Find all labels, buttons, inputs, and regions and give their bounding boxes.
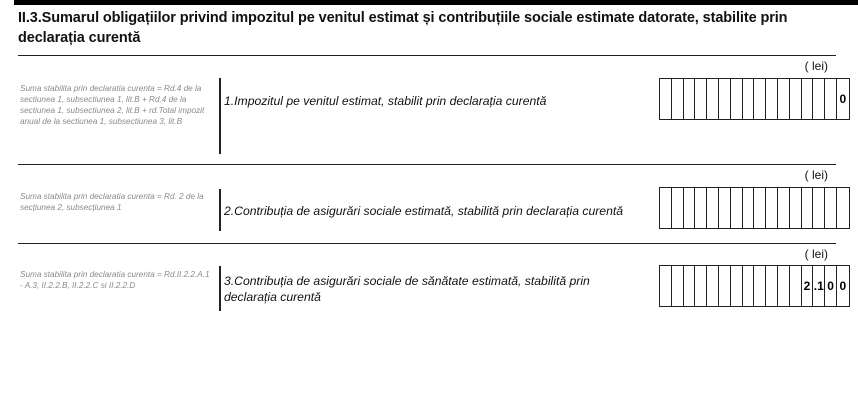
digit-cell[interactable] — [660, 266, 672, 306]
digit-cell[interactable] — [695, 79, 707, 119]
digit-cell[interactable] — [778, 79, 790, 119]
unit-label: ( lei) — [804, 59, 828, 73]
digit-cell[interactable] — [719, 266, 731, 306]
digit-cell[interactable] — [672, 266, 684, 306]
digit-cell[interactable] — [731, 188, 743, 228]
digit-cell[interactable] — [660, 188, 672, 228]
digit-cell[interactable] — [672, 79, 684, 119]
digit-cell[interactable]: 0 — [839, 279, 847, 293]
digit-cell[interactable] — [731, 79, 743, 119]
digit-cell[interactable] — [743, 79, 755, 119]
digit-cell[interactable] — [766, 79, 778, 119]
digit-cell[interactable] — [707, 266, 719, 306]
digit-cell[interactable] — [719, 188, 731, 228]
digit-cell[interactable] — [778, 266, 790, 306]
digit-cell[interactable] — [707, 188, 719, 228]
amount-field-income-tax[interactable] — [659, 78, 850, 120]
row-description: Suma stabilita prin declaratia curenta = Rd.4 de la sectiunea 1, subsectiunea 1, lit.B + Rd.4 de la sectiunea 1, subsectiunea 2, lit.B + rd.Total impozit anual de la sectiunea 1, subsectiunea 3, lit.B — [20, 84, 205, 126]
digit-cell[interactable] — [684, 79, 696, 119]
unit-label: ( lei) — [804, 247, 828, 261]
vertical-divider — [219, 189, 221, 231]
unit-label: ( lei) — [804, 168, 828, 182]
digit-cell[interactable] — [766, 188, 778, 228]
digit-cell[interactable] — [778, 188, 790, 228]
digit-cell[interactable] — [790, 188, 802, 228]
digit-cell[interactable] — [790, 266, 802, 306]
digit-cell[interactable] — [707, 79, 719, 119]
digit-cell[interactable] — [672, 188, 684, 228]
amount-field-social-insurance[interactable] — [659, 187, 850, 229]
row-label: 2.Contribuția de asigurări sociale estimată, stabilită prin declarația curentă — [224, 204, 624, 218]
digit-cell[interactable] — [743, 188, 755, 228]
digit-cell[interactable] — [754, 79, 766, 119]
digit-cell[interactable] — [743, 266, 755, 306]
digit-cell[interactable] — [813, 79, 825, 119]
digit-cell[interactable] — [825, 79, 837, 119]
digit-cell[interactable]: 0 — [839, 92, 847, 106]
digit-cell[interactable] — [837, 188, 849, 228]
row-description: Suma stabilita prin declaratia curenta = Rd.II.2.2.A.1 - A.3, II.2.2.B, II.2.2.C si II.2.2.D — [20, 270, 210, 290]
section-title: II.3.Sumarul obligațiilor privind impozitul pe venitul estimat și contribuțiile sociale estimate datorate, stabilite prin declarația curentă — [18, 10, 788, 46]
digit-cell[interactable] — [754, 188, 766, 228]
obligation-row-health-insurance — [18, 243, 847, 314]
digit-cell[interactable] — [660, 79, 672, 119]
top-rule — [14, 0, 858, 5]
digit-cell[interactable] — [754, 266, 766, 306]
digit-cell[interactable]: 0 — [825, 266, 837, 306]
digit-cell[interactable] — [802, 79, 814, 119]
digit-cell[interactable] — [766, 266, 778, 306]
digit-cell[interactable]: .1 — [813, 266, 825, 306]
digit-cell[interactable] — [731, 266, 743, 306]
digit-cell[interactable] — [790, 79, 802, 119]
obligation-row-social-insurance — [18, 164, 836, 235]
row-label: 3.Contribuția de asigurări sociale de sănătate estimată, stabilită prin declarația curentă — [224, 274, 590, 304]
amount-field-health-insurance[interactable] — [659, 265, 850, 307]
vertical-divider — [219, 78, 221, 154]
digit-cell[interactable] — [695, 266, 707, 306]
digit-cell[interactable] — [825, 188, 837, 228]
digit-cell[interactable] — [802, 188, 814, 228]
digit-cell[interactable] — [813, 188, 825, 228]
vertical-divider — [219, 266, 221, 311]
digit-cell[interactable] — [684, 266, 696, 306]
obligation-row-income-tax — [18, 55, 847, 156]
row-description: Suma stabilita prin declaratia curenta = Rd. 2 de la secțiunea 2, subsecțiunea 1 — [20, 192, 204, 212]
digit-cell[interactable] — [684, 188, 696, 228]
digit-cell[interactable]: 2 — [802, 266, 814, 306]
digit-cell[interactable] — [719, 79, 731, 119]
row-label: 1.Impozitul pe venitul estimat, stabilit prin declarația curentă — [224, 94, 547, 108]
digit-cell[interactable] — [695, 188, 707, 228]
